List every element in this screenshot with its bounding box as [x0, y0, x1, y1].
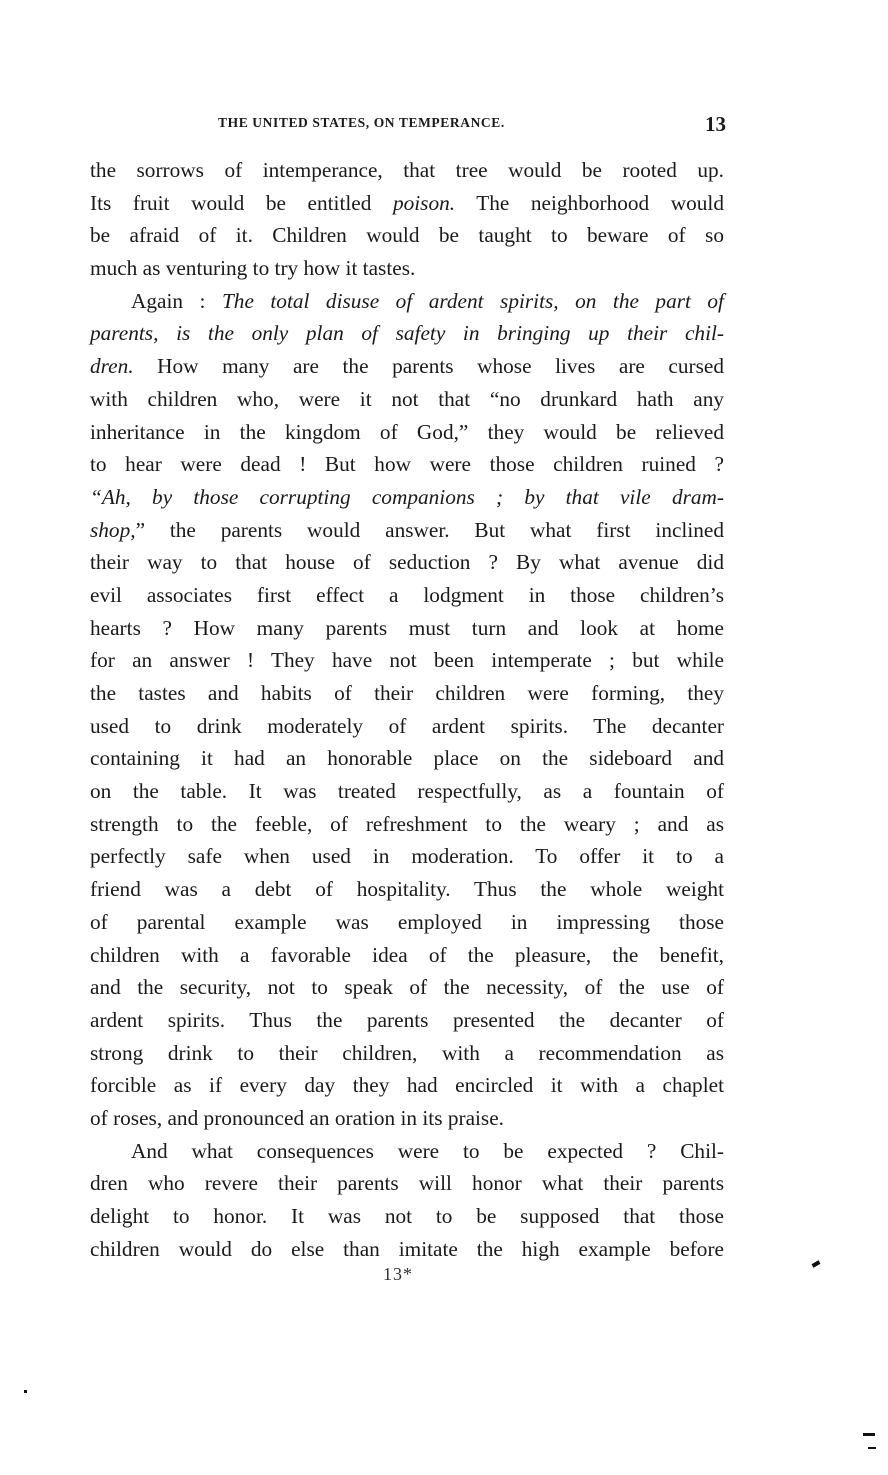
text-line: on the table. It was treated respectfully, as a fountain of [90, 779, 724, 804]
text-line [90, 514, 724, 547]
text-line: to hear were dead ! But how were those children ruined ? [90, 452, 724, 477]
text-line: with children who, were it not that “no drunkard hath any [90, 386, 724, 411]
italic-emphasis: shop, [90, 517, 136, 542]
text-line: children with a favorable idea of the pleasure, the benefit, [90, 942, 724, 967]
text-run: Again : [131, 288, 222, 313]
text-line [90, 350, 724, 383]
body-text [90, 154, 724, 1265]
italic-emphasis: dren. [90, 354, 134, 379]
ink-speck [812, 1260, 821, 1267]
text-line [90, 317, 724, 350]
text-line [90, 187, 724, 220]
text-line: hearts ? How many parents must turn and look at home [90, 615, 724, 640]
running-title: THE UNITED STATES, ON TEMPERANCE. [218, 115, 505, 130]
text-line: delight to honor. It was not to be supposed that those [90, 1204, 724, 1228]
text-line: the tastes and habits of their children were forming, they [90, 681, 724, 705]
text-line: friend was a debt of hospitality. Thus the whole weight [90, 877, 724, 902]
text-line: dren who revere their parents will honor what their parents [90, 1171, 724, 1196]
ink-speck [24, 1390, 27, 1393]
text-line: containing it had an honorable place on the sideboard and [90, 746, 724, 771]
text-line: evil associates first effect a lodgment in those children’s [90, 582, 724, 607]
text-run: How many are the parents whose lives are cursed [133, 354, 724, 379]
text-line: forcible as if every day they had encircled it with a chaplet [90, 1073, 724, 1098]
text-line: the sorrows of intemperance, that tree would be rooted up. [90, 158, 724, 182]
text-line: and the security, not to speak of the necessity, of the use of [90, 975, 724, 1000]
italic-emphasis: The total disuse of ardent spirits, on the part of [221, 288, 724, 313]
page-header [90, 112, 726, 138]
text-line: for an answer ! They have not been intemperate ; but while [90, 648, 724, 673]
text-line: strong drink to their children, with a recommendation as [90, 1040, 724, 1065]
text-line [90, 285, 724, 318]
italic-emphasis: poison. [392, 190, 456, 215]
text-line: much as venturing to try how it tastes. [90, 256, 416, 281]
text-run: Its fruit would be entitled [90, 190, 393, 215]
italic-emphasis: parents, is the only plan of safety in bringing up their chil- [90, 321, 724, 346]
text-line [90, 481, 724, 514]
signature-mark: 13* [383, 1264, 413, 1284]
page-number: 13 [705, 112, 726, 136]
text-line: ardent spirits. Thus the parents presented the decanter of [90, 1007, 724, 1032]
text-line: be afraid of it. Children would be taught to beware of so [90, 223, 724, 248]
edge-mark [868, 1447, 876, 1449]
italic-emphasis: “Ah, by those corrupting companions ; by that vile dram- [90, 484, 724, 509]
text-line: children would do else than imitate the high example before [90, 1236, 724, 1261]
text-line: And what consequences were to be expected ? Chil- [131, 1138, 724, 1163]
edge-mark [863, 1433, 875, 1436]
text-line: of parental example was employed in impressing those [90, 909, 724, 934]
text-line: perfectly safe when used in moderation. To offer it to a [90, 844, 724, 869]
text-run: The neighborhood would [455, 190, 724, 215]
text-run: ” the parents would answer. But what first inclined [135, 517, 724, 542]
text-line: their way to that house of seduction ? By what avenue did [90, 550, 724, 575]
text-line: used to drink moderately of ardent spirits. The decanter [90, 713, 724, 738]
text-line: strength to the feeble, of refreshment to the weary ; and as [90, 811, 724, 836]
text-line: inheritance in the kingdom of God,” they would be relieved [90, 419, 724, 444]
text-line: of roses, and pronounced an oration in its praise. [90, 1105, 504, 1130]
